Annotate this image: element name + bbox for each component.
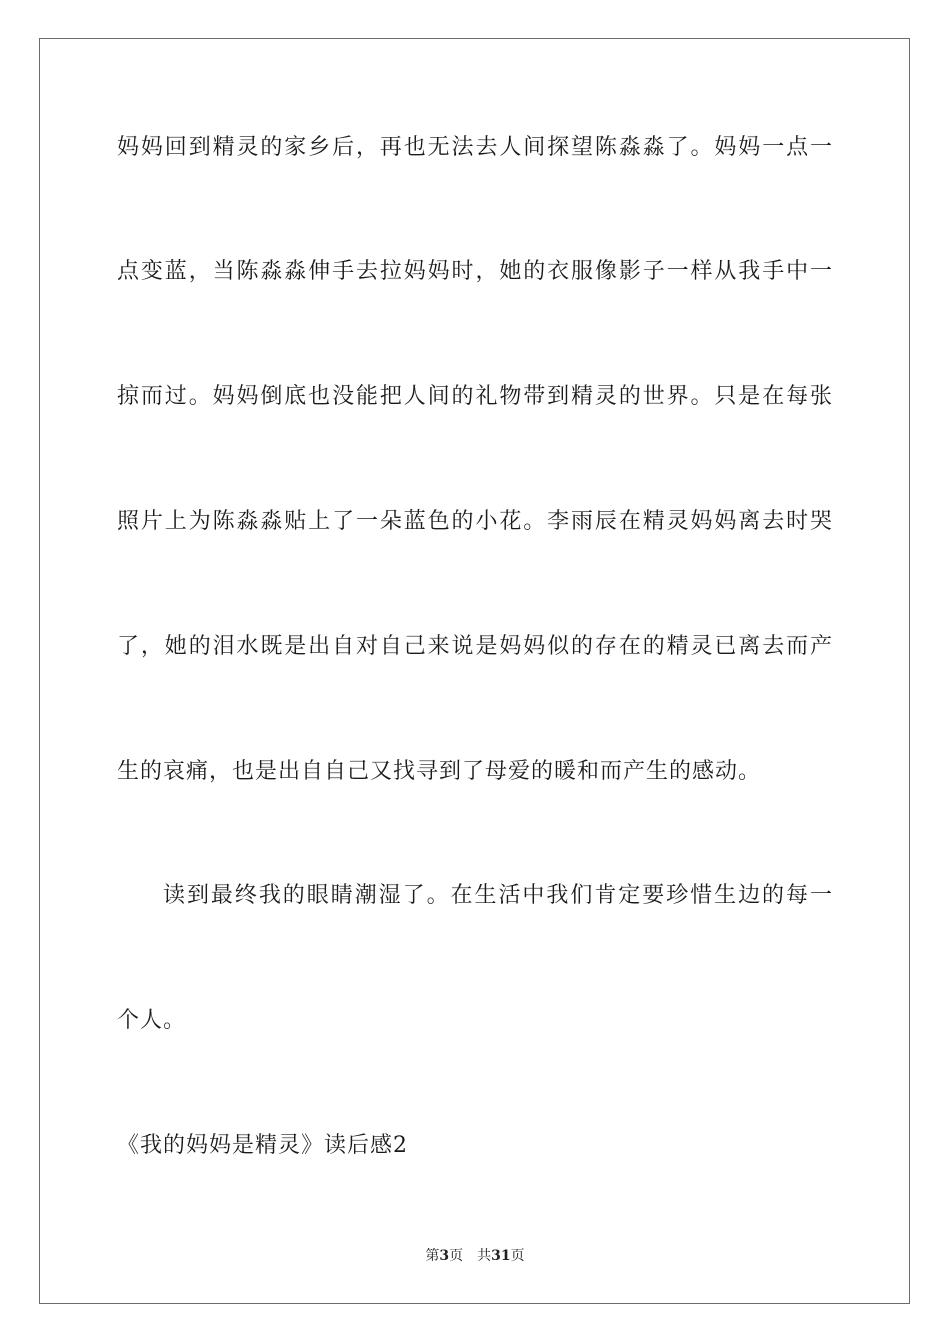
paragraph-1-line-3: 掠而过。妈妈倒底也没能把人间的礼物带到精灵的世界。只是在每张 [117, 384, 833, 409]
section-title: 《我的妈妈是精灵》读后感2 [117, 1133, 408, 1158]
footer-page-prefix: 第 [425, 1248, 440, 1264]
paragraph-2-line-1: 读到最终我的眼睛潮湿了。在生活中我们肯定要珍惜生边的每一 [163, 883, 833, 908]
page-footer [0, 1246, 950, 1266]
paragraph-1-line-5: 了，她的泪水既是出自对自己来说是妈妈似的存在的精灵已离去而产 [117, 634, 833, 659]
paragraph-1-line-6: 生的哀痛，也是出自自己又找寻到了母爱的暖和而产生的感动。 [117, 759, 762, 784]
footer-total-suffix: 页 [510, 1248, 525, 1264]
paragraph-1-line-4: 照片上为陈淼淼贴上了一朵蓝色的小花。李雨辰在精灵妈妈离去时哭 [117, 509, 833, 534]
page-border [39, 38, 910, 1304]
footer-page-suffix: 页 [449, 1248, 464, 1264]
footer-total-prefix: 共 [477, 1248, 492, 1264]
paragraph-1-line-2: 点变蓝，当陈淼淼伸手去拉妈妈时，她的衣服像影子一样从我手中一 [117, 259, 833, 284]
footer-page-number: 3 [439, 1248, 450, 1264]
paragraph-1-line-1: 妈妈回到精灵的家乡后，再也无法去人间探望陈淼淼了。妈妈一点一 [117, 135, 833, 160]
paragraph-2-line-2: 个人。 [117, 1008, 187, 1033]
footer-total-pages: 31 [491, 1248, 511, 1264]
